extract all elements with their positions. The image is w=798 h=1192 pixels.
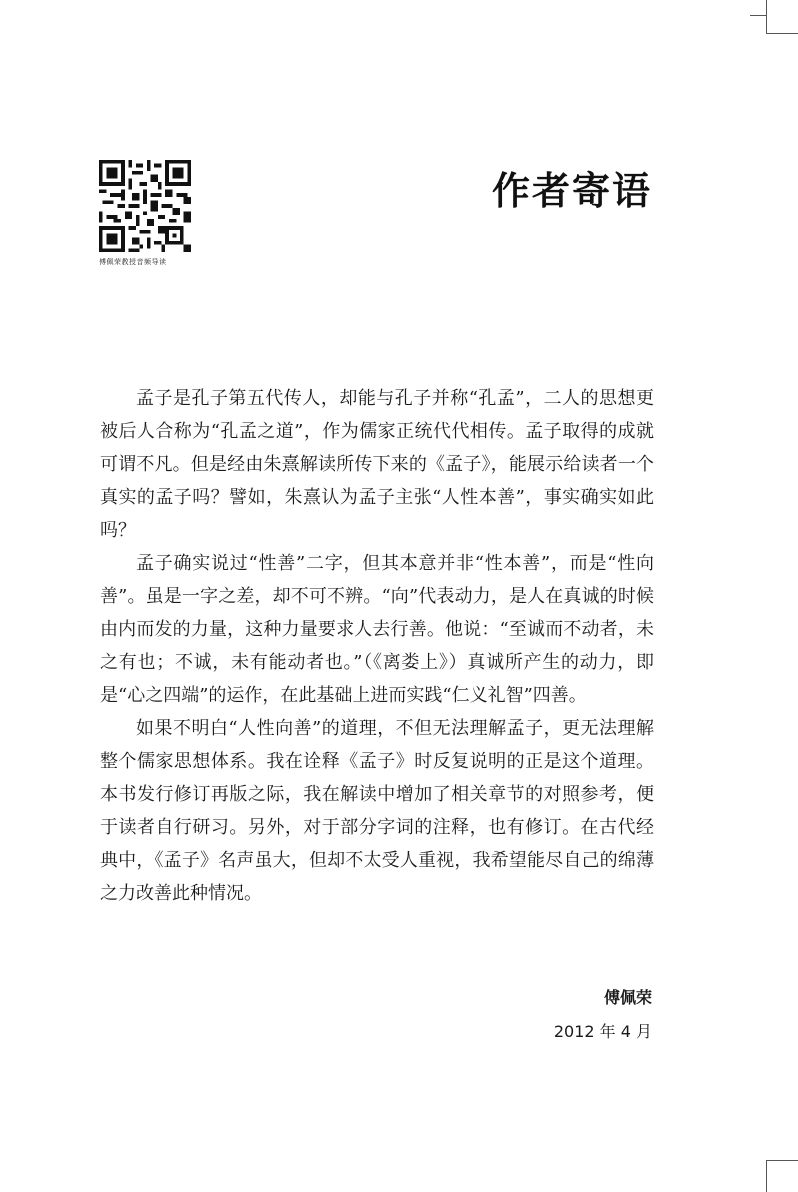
crop-mark-bottom-horizontal: [766, 1160, 798, 1161]
signature-date: 2012 年 4 月: [553, 1022, 652, 1041]
qr-block: [99, 160, 191, 267]
qr-caption: 傅佩荣教授音频导读: [99, 258, 167, 266]
crop-mark-top-small: [750, 15, 766, 16]
preface-body: [100, 382, 654, 910]
author-name: 傅佩荣: [603, 988, 652, 1007]
qr-code-icon[interactable]: [99, 160, 191, 252]
paragraph-1: 孟子是孔子第五代传人，却能与孔子并称“孔孟”，二人的思想更被后人合称为“孔孟之道”，作为儒家正统代代相传。孟子取得的成就可谓不凡。但是经由朱熹解读所传下来的《孟子》，能展示给读者一个真实的孟子吗？譬如，朱熹认为孟子主张“人性本善”，事实确实如此吗？: [100, 388, 654, 541]
paragraph-3: 如果不明白“人性向善”的道理，不但无法理解孟子，更无法理解整个儒家思想体系。我在诠释《孟子》时反复说明的正是这个道理。本书发行修订再版之际，我在解读中增加了相关章节的对照参考，便于读者自行研习。另外，对于部分字词的注释，也有修订。在古代经典中，《孟子》名声虽大，但却不太受人重视，我希望能尽自己的绵薄之力改善此种情况。: [100, 718, 654, 904]
page-title: 作者寄语: [491, 168, 652, 213]
signature-block: [554, 981, 652, 1049]
crop-mark-top-vertical: [766, 0, 767, 34]
crop-mark-top-horizontal: [766, 33, 798, 34]
crop-mark-bottom-vertical: [766, 1160, 767, 1192]
paragraph-2: 孟子确实说过“性善”二字，但其本意并非“性本善”，而是“性向善”。虽是一字之差，却不可不辨。“向”代表动力，是人在真诚的时候由内而发的力量，这种力量要求人去行善。他说：“至诚而不动者，未之有也；不诚，未有能动者也。”（《离娄上》）真诚所产生的动力，即是“心之四端”的运作，在此基础上进而实践“仁义礼智”四善。: [100, 553, 654, 706]
